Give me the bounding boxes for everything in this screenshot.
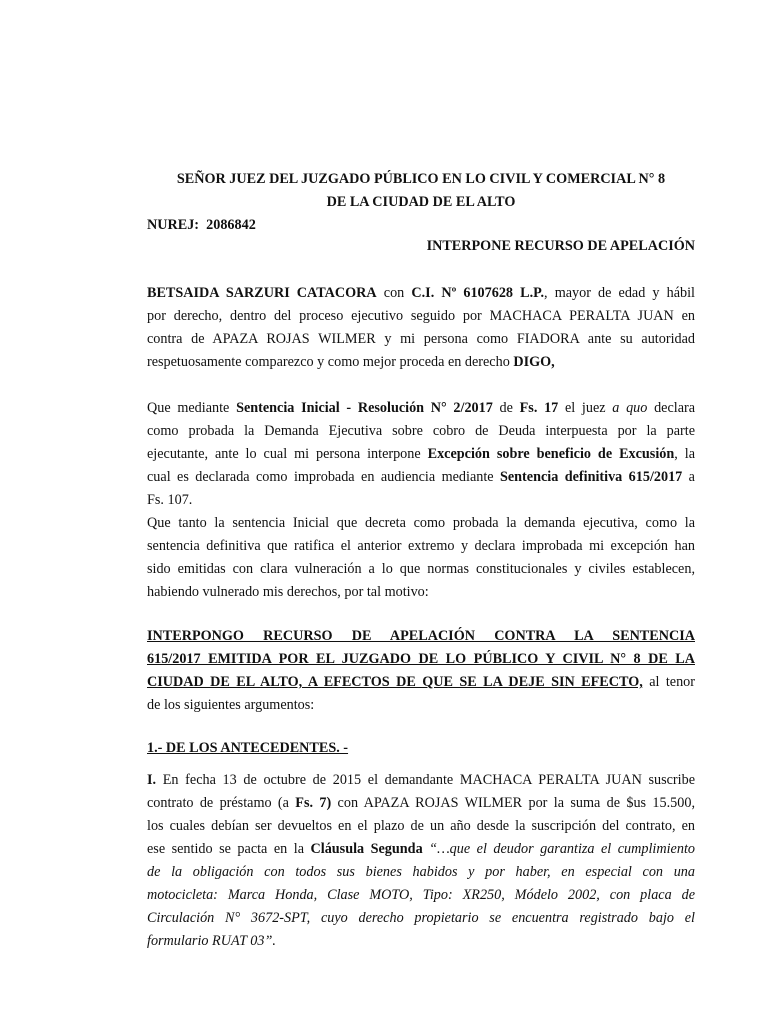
para2-line-2: como probada la Demanda Ejecutiva sobre cobro de Deuda interpuesta por la parte: [147, 423, 695, 439]
antecedents-line-2: contrato de préstamo (a Fs. 7) con APAZA ROJAS WILMER por la suma de $us 15.500,: [147, 795, 695, 811]
appeal-line-2: 615/2017 EMITIDA POR EL JUZGADO DE LO PÚBLICO Y CIVIL N° 8 DE LA: [147, 651, 695, 667]
nurej-line: [147, 215, 695, 235]
para3-line-3: sido emitidas con clara vulneración a lo que normas constitucionales y civiles establecen,: [147, 561, 695, 577]
antecedents-line-8: formulario RUAT 03”.: [147, 933, 276, 949]
para3-line-2: sentencia definitiva que ratifica el anterior extremo y declara improbada mi excepción han: [147, 538, 695, 554]
nurej-label: NUREJ:: [147, 217, 200, 233]
antecedents-line-4: ese sentido se pacta en la Cláusula Segunda “…que el deudor garantiza el cumplimiento: [147, 841, 695, 857]
para3-line-4: habiendo vulnerado mis derechos, por tal motivo:: [147, 584, 429, 600]
antecedents-line-3: los cuales debían ser devueltos en el plazo de un año desde la suscripción del contrato, en: [147, 818, 695, 834]
appeal-line-1: INTERPONGO RECURSO DE APELACIÓN CONTRA LA SENTENCIA: [147, 628, 695, 644]
para2-line-1: Que mediante Sentencia Inicial - Resolución N° 2/2017 de Fs. 17 el juez a quo declara: [147, 400, 695, 416]
intro-line-3: contra de APAZA ROJAS WILMER y mi persona como FIADORA ante su autoridad: [147, 331, 695, 347]
section-1-heading: 1.- DE LOS ANTECEDENTES. -: [147, 740, 349, 756]
subject-line: INTERPONE RECURSO DE APELACIÓN: [426, 238, 695, 254]
intro-line-4: respetuosamente comparezco y como mejor proceda en derecho DIGO,: [147, 354, 555, 370]
court-heading-line2: DE LA CIUDAD DE EL ALTO: [326, 194, 516, 210]
para2-line-4: cual es declarada como improbada en audiencia mediante Sentencia definitiva 615/2017 a: [147, 469, 695, 485]
antecedents-line-7: Circulación N° 3672-SPT, cuyo derecho propietario se encuentra registrado bajo el: [147, 910, 695, 926]
intro-line-2: por derecho, dentro del proceso ejecutivo seguido por MACHACA PERALTA JUAN en: [147, 308, 695, 324]
court-heading-line1: SEÑOR JUEZ DEL JUZGADO PÚBLICO EN LO CIVIL Y COMERCIAL N° 8: [176, 171, 666, 187]
para2-line-3: ejecutante, ante lo cual mi persona interpone Excepción sobre beneficio de Excusión, la: [147, 446, 695, 462]
antecedents-line-6: motocicleta: Marca Honda, Clase MOTO, Tipo: XR250, Módelo 2002, con placa de: [147, 887, 695, 903]
para3-line-1: Que tanto la sentencia Inicial que decreta como probada la demanda ejecutiva, como la: [147, 515, 695, 531]
intro-line-1: BETSAIDA SARZURI CATACORA con C.I. Nº 6107628 L.P., mayor de edad y hábil: [147, 285, 695, 301]
para2-line-5: Fs. 107.: [147, 492, 193, 508]
antecedents-line-5: de la obligación con todos sus bienes habidos y por haber, en especial con una: [147, 864, 695, 880]
antecedents-line-1: I. En fecha 13 de octubre de 2015 el demandante MACHACA PERALTA JUAN suscribe: [147, 772, 695, 788]
nurej-value: 2086842: [206, 217, 256, 233]
appeal-line-4: de los siguientes argumentos:: [147, 697, 315, 713]
appeal-line-3: CIUDAD DE EL ALTO, A EFECTOS DE QUE SE LA DEJE SIN EFECTO, al tenor: [147, 674, 695, 690]
